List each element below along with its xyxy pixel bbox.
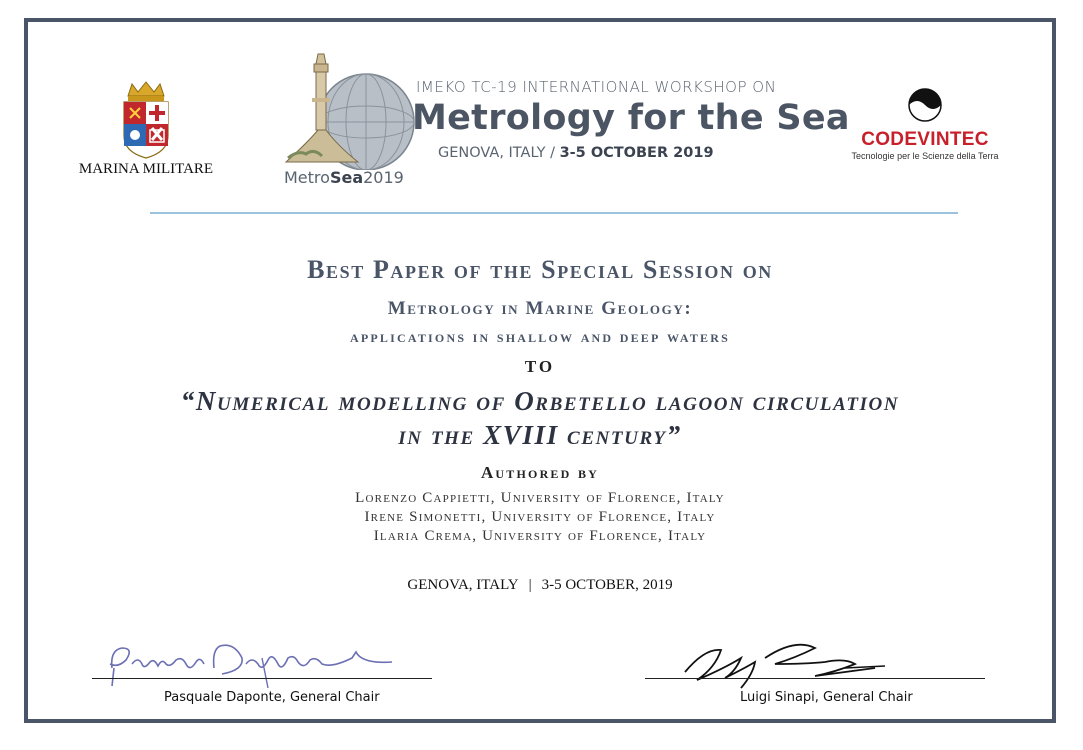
- session-line-1: Metrology in Marine Geology:: [387, 298, 693, 319]
- signature-caption-left: Pasquale Daponte, General Chair: [164, 690, 380, 705]
- signature-block-left: [92, 628, 432, 713]
- authored-by-label: Authored by: [480, 463, 600, 482]
- dates: 3-5 OCTOBER, 2019: [541, 577, 673, 593]
- signature-sinapi: [645, 628, 985, 698]
- signature-block-right: [645, 628, 985, 713]
- event-place-dates: GENOVA, ITALY / 3-5 OCTOBER 2019: [438, 145, 714, 161]
- yin-yang-icon: [908, 88, 942, 122]
- to-label: TO: [524, 357, 556, 376]
- author-2: Irene Simonetti, University of Florence, Italy: [364, 509, 716, 525]
- event-title: Metrology for the Sea: [412, 98, 850, 138]
- event-subtitle: IMEKO TC-19 INTERNATIONAL WORKSHOP ON: [416, 78, 777, 96]
- paper-title-line-1: “Numerical modelling of Orbetello lagoon circulation: [180, 386, 900, 416]
- author-1: Lorenzo Cappietti, University of Florence, Italy: [355, 490, 725, 506]
- place: GENOVA, ITALY: [407, 577, 519, 593]
- marina-militare-label: MARINA MILITARE: [78, 161, 214, 177]
- separator: |: [528, 577, 532, 593]
- metrosea-brand: MetroSea2019: [284, 168, 404, 187]
- codevintec-logo: [845, 88, 1005, 161]
- award-title: Best Paper of the Special Session on: [307, 255, 773, 284]
- place-date-line: [24, 577, 1056, 594]
- paper-title-line-2: in the XVIII century”: [398, 420, 682, 450]
- signature-line-right: [645, 678, 985, 679]
- signature-caption-right: Luigi Sinapi, General Chair: [740, 690, 913, 705]
- session-line-2: applications in shallow and deep waters: [350, 327, 730, 346]
- lighthouse-globe-icon: [278, 50, 418, 170]
- metrosea-logo: [278, 50, 850, 195]
- signature-line-left: [92, 678, 432, 679]
- author-3: Ilaria Crema, University of Florence, Italy: [373, 528, 707, 544]
- header-divider: [150, 212, 958, 214]
- codevintec-name: CODEVINTEC: [861, 129, 989, 150]
- navy-crest-icon: [116, 78, 176, 160]
- marina-militare-logo: [72, 78, 220, 178]
- signature-daponte: [92, 628, 432, 698]
- codevintec-tagline: Tecnologie per le Scienze della Terra: [851, 151, 999, 161]
